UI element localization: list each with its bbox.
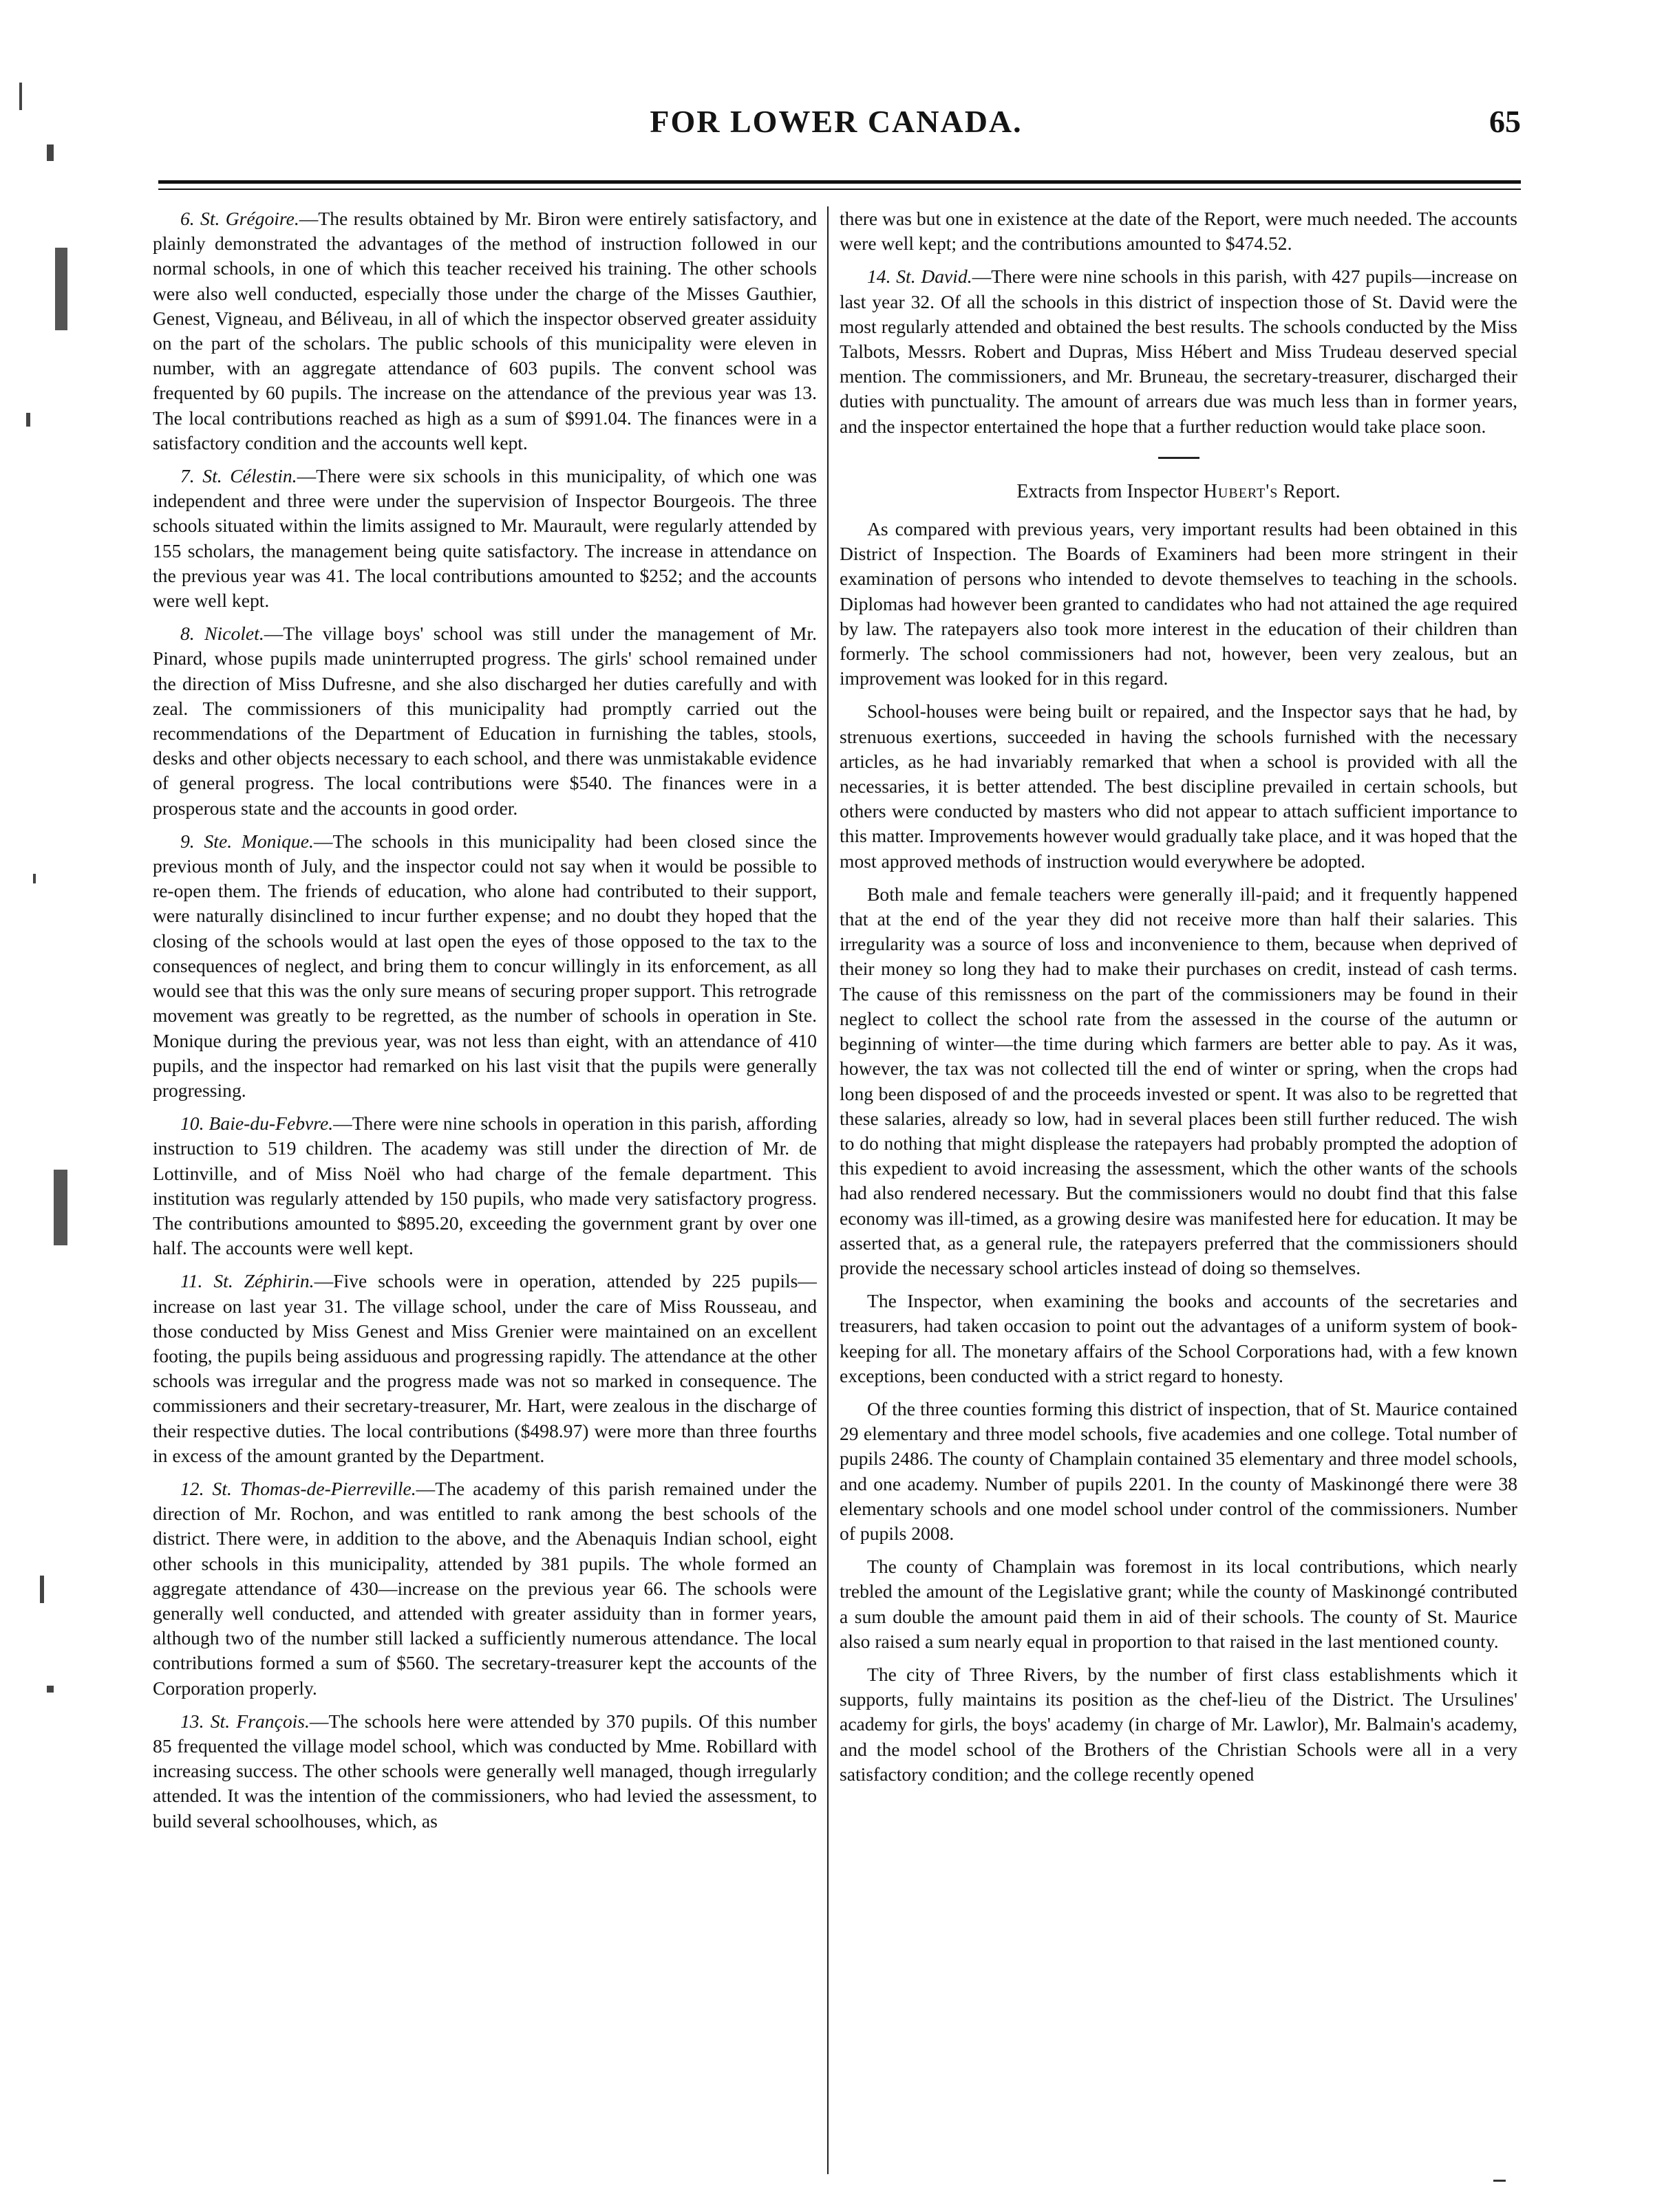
paragraph-text: —The schools in this municipality had been closed since the previous month of July, and the inspector could not say when it would be possible to re-open them. The friends of education, who alone had contributed to their support, were naturally disinclined to incur further expense; and no doubt they hoped that the closing of the schools would at last open the eyes of those opposed to the tax to the consequences of neglect, and bring them to concur willingly in its enforcement, as all would see that this was the only sure means of securing proper support. This retrograde movement was greatly to be regretted, as the number of schools in operation in Ste. Monique during the previous year, was not less than eight, with an attendance of 410 pupils, and the inspector had remarked on his last visit that the pupils were generally progressing. [153, 830, 817, 1101]
paragraph-text: —The village boys' school was still under the management of Mr. Pinard, whose pupils made uninterrupted progress. The girls' school remained under the direction of Miss Dufresne, and she also discharged her duties carefully and with zeal. The commissioners of this municipality had promptly carried out the recommendations of the Department of Education in furnishing the tables, stools, desks and other objects necessary to each school, and there was unmistakable evidence of general progress. The local contributions were $540. The finances were in a prosperous state and the accounts in good order. [153, 623, 817, 819]
right-column [840, 206, 1517, 2181]
paragraph-text: —The schools here were attended by 370 pupils. Of this number 85 frequented the village model school, which was conducted by Mme. Robillard with increasing success. The other schools were generally well managed, though irregularly attended. It was the intention of the commissioners, who had levied the assessment, to build several schoolhouses, which, as [153, 1710, 817, 1832]
right-column-bottom [840, 517, 1517, 1787]
page-number: 65 [1489, 104, 1521, 139]
running-head: FOR LOWER CANADA. [650, 104, 1023, 139]
paragraph [153, 829, 817, 1103]
paragraph [153, 1477, 817, 1701]
paragraph [840, 1397, 1517, 1546]
section-title-prefix: Extracts from Inspector [1016, 480, 1199, 502]
page-header [151, 103, 1521, 165]
section-title-name: Hubert's [1203, 480, 1279, 502]
column-divider [827, 206, 829, 2174]
paragraph-text: —There were six schools in this municipality, of which one was independent and three were under the supervision of Inspector Bourgeois. The three schools situated within the limits assigned to Mr. Maurault, were regularly attended by 155 scholars, the management being quite satisfactory. The increase in attendance on the previous year was 41. The local contributions amounted to $252; and the accounts were well kept. [153, 465, 817, 612]
paragraph [153, 1709, 817, 1834]
paragraph-heading: 6. St. Grégoire. [180, 208, 299, 229]
page-bottom-mark [1493, 2180, 1506, 2182]
header-rule-thick [158, 180, 1521, 184]
section-title-suffix: Report. [1283, 480, 1341, 502]
paragraph-text: The city of Three Rivers, by the number of first class establishments which it supports, fully maintains its position as the chef-lieu of the District. The Ursulines' academy for girls, the boys' academy (in charge of Mr. Lawlor), Mr. Balmain's academy, and the model school of the Brothers of the Christian Schools were all in a very satisfactory condition; and the college recently opened [840, 1663, 1517, 1785]
paragraph-heading: 11. St. Zéphirin. [180, 1270, 314, 1292]
paragraph-text: The county of Champlain was foremost in its local contributions, which nearly trebled the amount of the Legislative grant; while the county of Maskinongé contributed a sum double the amount paid them in aid of their schools. The county of St. Maurice also raised a sum nearly equal in proportion to that raised in the last mentioned county. [840, 1556, 1517, 1652]
paragraph [840, 1554, 1517, 1654]
paragraph-text: —There were nine schools in operation in this parish, affording instruction to 519 children. The academy was still under the direction of Mr. de Lottinville, and of Miss Noël who had charge of the female department. This institution was regularly attended by 150 pupils, who made very satisfactory progress. The contributions amounted to $895.20, exceeding the government grant by over one half. The accounts were well kept. [153, 1113, 817, 1259]
paragraph [840, 1289, 1517, 1388]
paragraph-text: —The academy of this parish remained under the direction of Mr. Rochon, and was entitled to rank among the best schools of the district. There were, in addition to the above, and the Abenaquis Indian school, eight other schools in this municipality, attended by 381 pupils. The whole formed an aggregate attendance of 430—increase on the previous year 66. The schools were generally well conducted, and attended with greater assiduity than in former years, although two of the number still lacked a sufficiently numerous attendance. The local contributions formed a sum of $560. The secretary-treasurer kept the accounts of the Corporation properly. [153, 1477, 817, 1699]
section-separator [1158, 457, 1199, 459]
paragraph-heading: 13. St. François. [180, 1710, 310, 1732]
paragraph-text: Both male and female teachers were generally ill-paid; and it frequently happened that at the end of the year they did not receive more than half their salaries. This irregularity was a source of loss and inconvenience to them, because when deprived of their money so long they had to make their purchases on credit, instead of cash terms. The cause of this remissness on the part of the commissioners may be found in their neglect to collect the school rate from the assessed in the course of the autumn or beginning of winter—the time during which farmers are better able to pay. As it was, however, the tax was not collected till the end of winter or spring, when the crops had long been disposed of and the proceeds invested or spent. It was also to be regretted that these salaries, already so low, had in several places been still further reduced. The wish to do nothing that might displease the ratepayers had probably prompted the adoption of this expedient to avoid increasing the assessment, which the other wants of the schools had also rendered necessary. But the commissioners would no doubt find that this false economy was ill-timed, as a growing desire was manifested here for education. It may be asserted that, as a general rule, the ratepayers preferred that the commissioners should provide the necessary school articles instead of doing so themselves. [840, 883, 1517, 1278]
header-rule-thin [158, 189, 1521, 190]
paragraph-text: Of the three counties forming this district of inspection, that of St. Maurice contained 29 elementary and three model schools, five academies and one college. Total number of pupils 2486. The county of Champlain contained 35 elementary and three model schools, and one academy. Number of pupils 2201. In the county of Maskinongé there were 38 elementary schools and one model school under control of the commissioners. Number of pupils 2008. [840, 1397, 1517, 1544]
paragraph [153, 1111, 817, 1260]
left-column [153, 206, 817, 2181]
paragraph [840, 206, 1517, 256]
paragraph-text: The Inspector, when examining the books and accounts of the secretaries and treasurers, had taken occasion to point out the advantages of a uniform system of book-keeping for all. The monetary affairs of the School Corporations had, with a few known exceptions, been conducted with a strict regard to honesty. [840, 1290, 1517, 1386]
section-title [840, 480, 1517, 504]
paragraph-heading: 7. St. Célestin. [180, 465, 297, 487]
paragraph [153, 464, 817, 613]
paragraph [153, 206, 817, 455]
paragraph-heading: 12. St. Thomas-de-Pierreville. [180, 1477, 416, 1499]
paragraph-heading: 10. Baie-du-Febvre. [180, 1113, 334, 1135]
paragraph-text: there was but one in existence at the date of the Report, were much needed. The accounts were well kept; and the contributions amounted to $474.52. [840, 208, 1517, 255]
paragraph [840, 517, 1517, 691]
right-column-top [840, 206, 1517, 439]
paragraph [153, 1269, 817, 1468]
paragraph-heading: 8. Nicolet. [180, 623, 264, 645]
paragraph [840, 699, 1517, 873]
paragraph [840, 1662, 1517, 1787]
scan-margin-artifacts [6, 83, 88, 2147]
paragraph-text: —There were nine schools in this parish, with 427 pupils—increase on last year 32. Of all the schools in this district of inspection those of St. David were the most regularly attended and obtained the best results. The schools conducted by the Miss Talbots, Messrs. Robert and Dupras, Miss Hébert and Miss Trudeau deserved special mention. The commissioners, and Mr. Bruneau, the secretary-treasurer, discharged their duties with punctuality. The amount of arrears due was much less than in former years, and the inspector entertained the hope that a further reduction would take place soon. [840, 266, 1517, 437]
paragraph-heading: 14. St. David. [867, 266, 972, 288]
paragraph-text: —Five schools were in operation, attended by 225 pupils—increase on last year 31. The village school, under the care of Miss Rousseau, and those conducted by Miss Genest and Miss Grenier were maintained on an excellent footing, the pupils being assiduous and progressing rapidly. The attendance at the other schools was irregular and the progress made was not so marked in consequence. The commissioners and their secretary-treasurer, Mr. Hart, were zealous in the discharge of their respective duties. The local contributions ($498.97) were more than three fourths in excess of the amount granted by the Department. [153, 1270, 817, 1466]
paragraph-text: School-houses were being built or repaired, and the Inspector says that he had, by strenuous exertions, succeeded in having the schools furnished with the necessary articles, as he had invariably remarked that when a school is provided with all the necessaries, it is better attended. The best discipline prevailed in certain schools, but others were conducted by masters who did not appear to attach sufficient importance to this matter. Improvements however would gradually take place, and it was hoped that the most approved methods of instruction would everywhere be adopted. [840, 700, 1517, 872]
paragraph [153, 621, 817, 821]
paragraph-text: —The results obtained by Mr. Biron were entirely satisfactory, and plainly demonstrated the advantages of the method of instruction followed in our normal schools, in one of which this teacher received his training. The other schools were also well conducted, especially those under the charge of the Misses Gauthier, Genest, Vigneau, and Béliveau, in all of which the inspector observed greater assiduity on the part of the scholars. The public schools of this municipality were eleven in number, with an aggregate attendance of 603 pupils. The convent school was frequented by 60 pupils. The increase on the attendance of the previous year was 13. The local contributions reached as high as a sum of $991.04. The finances were in a satisfactory condition and the accounts well kept. [153, 208, 817, 453]
paragraph [840, 882, 1517, 1280]
paragraph-heading: 9. Ste. Monique. [180, 830, 314, 852]
paragraph [840, 264, 1517, 438]
paragraph-text: As compared with previous years, very important results had been obtained in this District of Inspection. The Boards of Examiners had been more stringent in their examination of persons who intended to devote themselves to teaching in the schools. Diplomas had however been granted to candidates who had not attained the age required by law. The ratepayers also took more interest in the education of their children than formerly. The school commissioners had not, however, been very zealous, but an improvement was looked for in this regard. [840, 518, 1517, 689]
